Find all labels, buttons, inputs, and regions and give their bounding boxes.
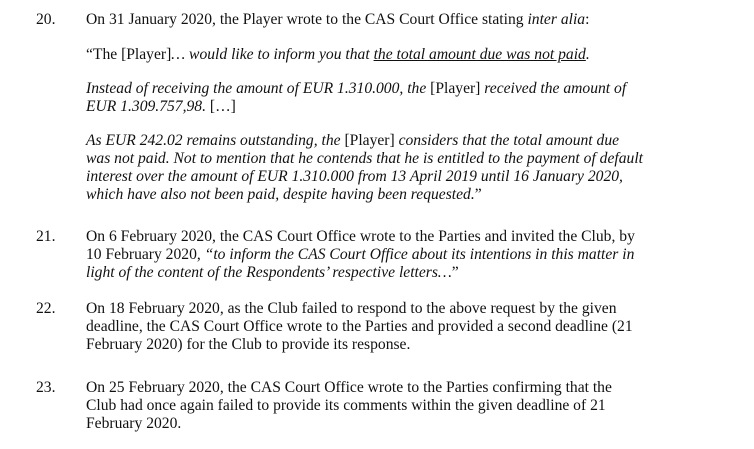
quote-line: interest over the amount of EUR 1.310.000 from 13 April 2019 until 16 January 2020, [86, 168, 623, 185]
paragraph-number: 21. [36, 228, 56, 245]
paragraph-line: February 2020) for the Club to provide its response. [86, 336, 411, 353]
paragraph-number: 20. [36, 11, 56, 28]
quote-line: was not paid. Not to mention that he contends that he is entitled to the payment of default [86, 150, 643, 167]
paragraph-line: Club had once again failed to provide its comments within the given deadline of 21 [86, 397, 606, 414]
paragraph-line: On 25 February 2020, the CAS Court Office wrote to the Parties confirming that the [86, 379, 612, 396]
paragraph-line: On 6 February 2020, the CAS Court Office wrote to the Parties and invited the Club, by [86, 228, 635, 245]
quote-line: EUR 1.309.757,98. […] [86, 98, 236, 115]
paragraph-line: light of the content of the Respondents’ respective letters…” [86, 264, 459, 281]
quote-line: As EUR 242.02 remains outstanding, the [Player] considers that the total amount due [86, 132, 620, 149]
paragraph-number: 23. [36, 379, 56, 396]
paragraph-line: deadline, the CAS Court Office wrote to the Parties and provided a second deadline (21 [86, 318, 633, 335]
paragraph-number: 22. [36, 300, 56, 317]
paragraph-line: February 2020. [86, 415, 182, 432]
quote-line: Instead of receiving the amount of EUR 1.310.000, the [Player] received the amount of [86, 80, 627, 97]
paragraph-line: On 18 February 2020, as the Club failed to respond to the above request by the given [86, 300, 617, 317]
paragraph-intro: On 31 January 2020, the Player wrote to the CAS Court Office stating inter alia: [86, 11, 590, 28]
quote-line: “The [Player]… would like to inform you that the total amount due was not paid. [86, 46, 590, 63]
quote-line: which have also not been paid, despite having been requested.” [86, 186, 482, 203]
paragraph-line: 10 February 2020, “to inform the CAS Court Office about its intentions in this matter in [86, 246, 635, 263]
